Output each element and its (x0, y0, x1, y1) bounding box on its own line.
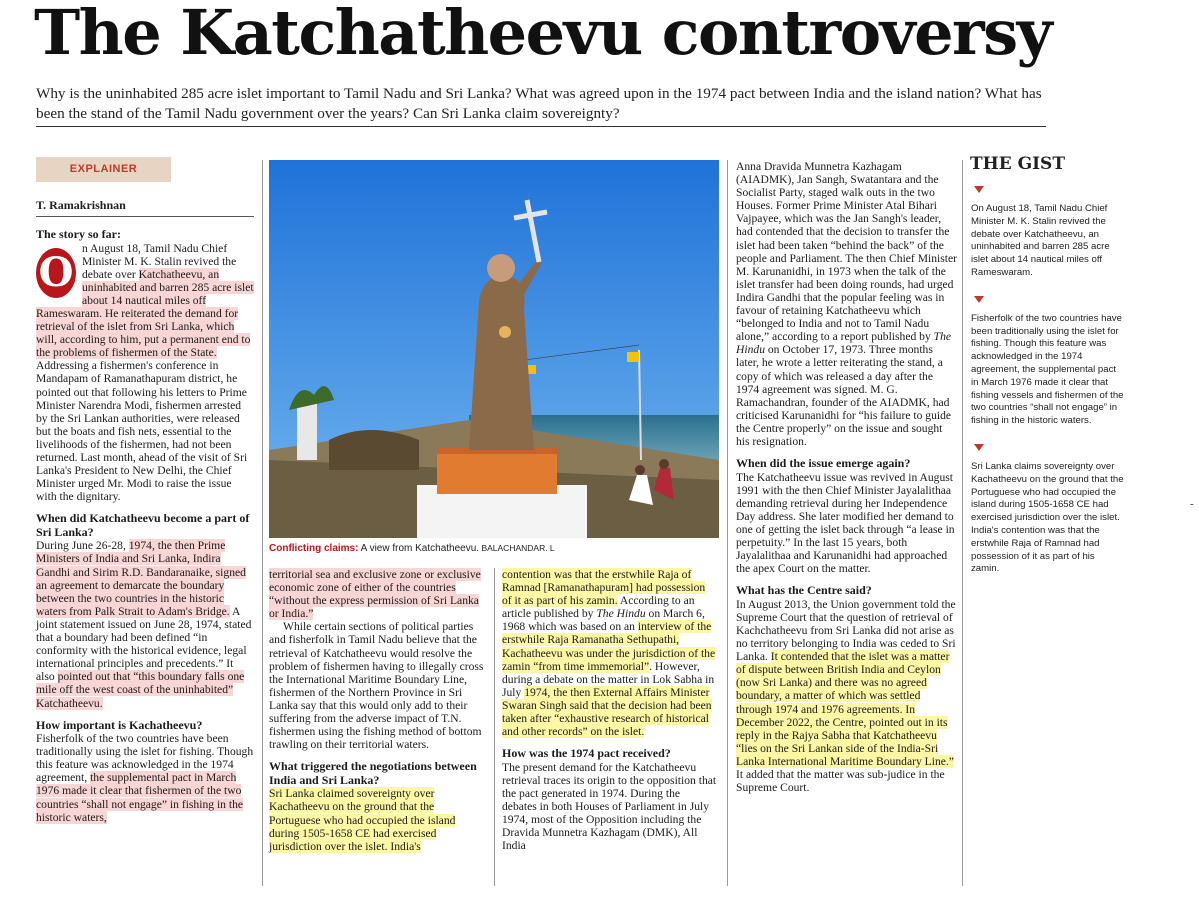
publication-name: The Hindu (596, 607, 646, 621)
section-heading-when: When did Katchatheevu become a part of Sri Lanka? (36, 511, 250, 539)
paragraph-intro (36, 242, 254, 504)
paragraph-agreement (36, 539, 254, 709)
caption-label: Conflicting claims: (269, 543, 359, 554)
text-run: During June 26-28, (36, 539, 129, 553)
margin-mark: - (1190, 498, 1194, 510)
text-run: A joint statement issued on June 28, 1974, stated that a boundary had been defined “in conformity with the historical evidence, legal international principles and precedents.” It also (36, 604, 252, 684)
gist-item (966, 444, 1124, 576)
article-column-4 (736, 160, 958, 794)
text-run: According to an article published by (502, 594, 695, 621)
text-run: In August 2013, the Union government told the Supreme Court that the question of retrieval of Kachchatheevu from Sri Lanka did not arise as no territory belonging to India was ceded to Sri Lanka. (736, 597, 956, 664)
text-run: on October 17, 1973. Three months later, he wrote a letter reiterating the stand, a copy of which was released a day after the 1974 agreement was signed. M. G. Ramachandran, founder of the AIADMK, had criticised Karunanidhi for “his failure to guide the Centre properly” on the issue and sought his resignation. (736, 343, 952, 448)
text-run: Anna Dravida Munnetra Kazhagam (AIADMK), Jan Sangh, Swatantara and the Socialist Party, staged walk outs in the two Houses. Former Prime Minister Atal Bihari Vajpayee, which was the Jan Sangh's leader, had contended that the decision to transfer the islet had been taken “behind the back” of the people and Parliament. The then Chief Minister M. Karunanidhi, in 1973 when the talk of the islet transfer had been doing rounds, had urged Indira Gandhi that the popular feeling was in favour of retaining Katchatheevu which “belonged to India and not to Tamil Nadu alone,” according to a report published by (736, 160, 957, 344)
text-run: . However, during a debate on the matter in Lok Sabha in July (502, 659, 715, 699)
highlight-pink: territorial sea and exclusive zone or exclusive economic zone of either of the countries “without the express permission of Sri Lanka or India.” (269, 568, 481, 621)
photo-illustration (269, 160, 719, 538)
photo-credit: BALACHANDAR. L (479, 543, 555, 553)
paragraph-centre (736, 598, 958, 794)
headline: The Katchatheevu controversy (34, 0, 1052, 69)
article-column-1 (36, 228, 254, 824)
gist-panel (966, 154, 1124, 592)
paragraph-zamin (502, 568, 717, 738)
gist-item (966, 186, 1124, 280)
triangle-bullet-icon (974, 296, 984, 303)
highlight-pink: the supplemental pact in March 1976 made it clear that fishermen of the two countries “shall not engage” in fishing in the historic waters, (36, 771, 244, 824)
gist-item-text: On August 18, Tamil Nadu Chief Minister M. K. Stalin revived the debate over Katchatheevu, an uninhabited and barren 285 acre islet about 14 nautical miles off Rameswaram. (971, 203, 1110, 278)
article-column-2 (269, 568, 485, 853)
paragraph-sovereignty (269, 787, 485, 852)
byline-rule (36, 216, 254, 217)
byline: T. Ramakrishnan (36, 198, 126, 212)
highlight-yellow: interview of the erstwhile Raja Ramanatha Sethupathi, Kachatheevu was under the jurisdiction of the zamin “from time immemorial” (502, 620, 716, 673)
column-rule (727, 160, 728, 886)
highlight-yellow: contention was that the erstwhile Raja of Ramnad [Ramanathapuram] had possession of it as part of his zamin. (502, 568, 706, 608)
highlight-pink: pointed out that “this boundary falls one mile off the west coast of the uninhabited” Katchatheevu. (36, 670, 245, 710)
article-column-3 (502, 568, 717, 852)
gist-item-text: Fisherfolk of the two countries have been traditionally using the islet for fishing. Though this feature was acknowledged in the 1974 agreement, the supplemental pact in March 1976 made it clear that fishing vessels and fishermen of the two countries “shall not engage” in fishing in the historic waters. (971, 312, 1124, 427)
column-rule (494, 568, 495, 886)
triangle-bullet-icon (974, 444, 984, 451)
drop-cap: O (36, 248, 76, 298)
highlight-pink: Katchatheevu, an uninhabited and barren 285 acre islet about 14 nautical miles off Rameswaram. He reiterated the demand for retrieval of the islet from Sri Lanka, which will, according to him, put a permanent end to the problems of fishermen of the State. (36, 267, 254, 360)
gist-item-text: Sri Lanka claims sovereignty over Kachatheevu on the ground that the Portuguese who had occupied the island during 1505-1658 CE had exercised jurisdiction over the islet. India's contention was that the erstwhile Raja of Ramnad had possession of it as part of his zamin. (971, 460, 1124, 575)
section-heading-important: How important is Kachatheevu? (36, 717, 203, 732)
text-run: It added that the matter was sub-judice in the Supreme Court. (736, 768, 945, 795)
paragraph-opposition: The present demand for the Katchatheevu retrieval traces its origin to the opposition that the pact generated in 1974. During the debates in both Houses of Parliament in July 1974, most of the Opposition including the Dravida Munnetra Kazhagam (DMK), All India (502, 760, 717, 853)
column-rule (962, 160, 963, 886)
text-run: n August 18, Tamil Nadu Chief Minister M. K. Stalin revived the debate over (82, 241, 237, 281)
paragraph-retrieval-views: While certain sections of political parties and fisherfolk in Tamil Nadu believe that the retrieval of Katchatheevu would resolve the problem of fishermen having to illegally cross the International Maritime Boundary Line, fishermen of the Northern Province in Sri Lanka say that this would only add to their suffering from the adverse impact of T.N. fishermen using the fishing method of bottom trawling on their territorial waters. (269, 620, 484, 752)
highlight-yellow: Sri Lanka claimed sovereignty over Kachatheevu on the ground that the Portuguese who had occupied the island during 1505-1658 CE had exercised jurisdiction over the islet. India's (269, 787, 456, 853)
section-heading-again: When did the issue emerge again? (736, 456, 911, 471)
section-heading-centre: What has the Centre said? (736, 583, 872, 598)
paragraph-fisherfolk (36, 732, 254, 824)
section-heading-trigger: What triggered the negotiations between India and Sri Lanka? (269, 759, 477, 787)
paragraph-revival: The Katchatheevu issue was revived in August 1991 with the then Chief Minister Jayalalithaa demanding retrieval during her Independence Day address. She later modified her demand to one of getting the islet back through “a lease in perpetuity.” In the last 15 years, both Jayalalithaa and Karunanidhi had approached the apex Court on the matter. (736, 470, 955, 576)
section-heading-story: The story so far: (36, 227, 121, 241)
paragraph-walkouts (736, 160, 958, 448)
text-run: on March 6, 1968 which was based on an (502, 607, 705, 634)
caption-text: A view from Katchatheevu. (358, 543, 480, 554)
photo-caption (269, 543, 719, 554)
text-run: Addressing a fishermen's conference in Mandapam of Ramanathapuram district, he pointed out that following his letters to Prime Minister Narendra Modi, fishermen arrested by the Sri Lankan authorities, were released but the boats and fish nets, essential to the livelihoods of the fishermen, had not been returned. Last month, ahead of the visit of Sri Lanka's President to New Delhi, the Chief Minister urged Mr. Modi to raise the issue with the dignitary. (36, 359, 248, 504)
triangle-bullet-icon (974, 186, 984, 193)
katchatheevu-photo (269, 160, 719, 538)
paragraph-continued (269, 568, 485, 620)
gist-item (966, 296, 1124, 428)
section-heading-pact: How was the 1974 pact received? (502, 746, 671, 761)
highlight-pink: 1974, the then Prime Ministers of India and Sri Lanka, Indira Gandhi and Sirim R.D. Bandaranaike, signed an agreement to demarcate the boundary between the two countries in the historic waters from Palk Strait to Adam's Bridge. (36, 539, 246, 618)
text-run: Fisherfolk of the two countries have been traditionally using the islet for fishing. Though this feature was acknowledged in the 1974 agreement, (36, 732, 254, 785)
highlight-yellow: It contended that the islet was a matter of dispute between British India and Ceylon (now Sri Lanka) and there was no agreed boundary, a matter of which was settled through 1974 and 1976 agreements. In December 2022, the Centre, pointed out in its reply in the Rajya Sabha that Katchatheevu “lies on the Sri Lankan side of the India-Sri Lanka International Maritime Boundary Line.” (736, 650, 954, 768)
standfirst: Why is the uninhabited 285 acre islet important to Tamil Nadu and Sri Lanka? What was agreed upon in the 1974 pact between India and the island nation? What has been the stand of the Tamil Nadu government over the years? Can Sri Lanka claim sovereignty? (36, 84, 1046, 127)
gist-title: THE GIST (970, 154, 1065, 174)
highlight-yellow: 1974, the then External Affairs Minister Swaran Singh said that the decision had been taken after “exhaustive research of historical and other records” on the islet. (502, 685, 712, 739)
publication-name: The Hindu (736, 330, 952, 357)
column-rule (262, 160, 263, 886)
explainer-tag: EXPLAINER (36, 157, 171, 182)
